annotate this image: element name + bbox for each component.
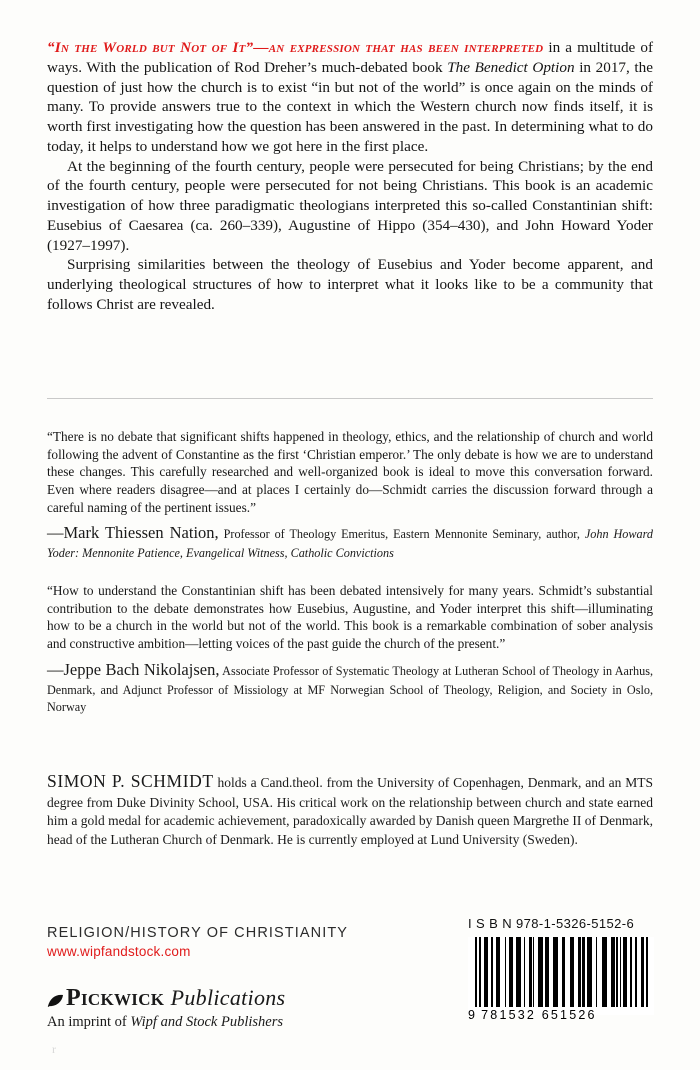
endorser-name: —Mark Thiessen Nation, — [47, 523, 219, 543]
blurb-paragraph-2: At the beginning of the fourth century, people were persecuted for being Christians; by the end of the fourth century, people were persecuted for not being Christians. This book is an academic investigation of how three paradigmatic theologians interpreted this so-called Constantinian shift: Eusebius of Caesarea (ca. 260–339), Augustine of Hippo (354–430), and John Howard Yoder (1927–1997). — [47, 157, 653, 254]
blurb-paragraph-1-part-a: in a multitude of ways. With the publication of Rod Dreher’s much-debated book — [47, 39, 654, 76]
isbn-block — [468, 916, 654, 1022]
isbn-label: I S B N 978-1-5326-5152-6 — [468, 916, 635, 931]
category-label: RELIGION/HISTORY OF CHRISTIANITY — [47, 925, 349, 941]
leaf-icon — [47, 994, 64, 1008]
blurb-lead-phrase: “In the World but Not of It”—an expression that has been interpreted — [47, 39, 544, 56]
endorsement-attribution — [47, 659, 653, 716]
blurb-paragraph-3: Surprising similarities between the theology of Eusebius and Yoder become apparent, and underlying theological structures of how to interpret what it looks like to be a community that follows Christ are revealed. — [47, 256, 653, 313]
endorsement-quote: “There is no debate that significant shifts happened in theology, ethics, and the relationship of church and world following the advent of Constantine as the first ‘Christian emperor.’ The only debate is how we are to understand these changes. This carefully researched and well-organized book is ideal to move this conversation forward. Even where readers disagree—and at places I certainly do—Schmidt carries the discussion forward through a careful naming of the pertinent issues.” — [47, 429, 653, 515]
endorser-role: Associate Professor of Systematic Theology at Lutheran School of Theology in Aarhus, Denmark, and Adjunct Professor of Missiology at MF Norwegian School of Theology, Religion, and Society in Oslo, Norway — [47, 663, 653, 715]
barcode-bars — [468, 937, 654, 1007]
publisher-website-link[interactable]: www.wipfandstock.com — [47, 944, 191, 959]
author-bio — [47, 770, 653, 849]
imprint-name — [66, 985, 285, 1012]
imprint-name-main: Pickwick — [66, 985, 165, 1011]
endorser-name: —Jeppe Bach Nikolajsen, — [47, 659, 220, 679]
section-divider — [47, 398, 653, 399]
barcode — [468, 937, 654, 1022]
imprint-publisher-name: Wipf and Stock Publishers — [130, 1014, 284, 1030]
author-bio-text: holds a Cand.theol. from the University of Copenhagen, Denmark, and an MTS degree from Duke Divinity School, USA. His critical work on the relationship between church and state earned him a gold medal for academic achievement, paradoxically awarded by Danish queen Margrethe II of Denmark, head of the Lutheran Church of Denmark. He is currently employed at Lund University (Sweden). — [47, 775, 653, 847]
endorser-work: John Howard Yoder: Mennonite Patience, Evangelical Witness, Catholic Convictions — [47, 527, 653, 561]
faint-print-mark: r — [52, 1042, 56, 1056]
imprint-subtitle-prefix: An imprint of — [47, 1014, 131, 1030]
barcode-digit-group: 781532 651526 — [481, 1008, 597, 1022]
blurb-paragraph-1-part-b: in 2017, the question of just how the church is to exist “in but not of the world” is once again on the minds of many. To provide answers true to the context in which the Western church now finds itself, it is worth first investigating how the question has been answered in the past. In determining what to do today, it helps to understand how we got here in the first place. — [47, 58, 653, 155]
blurb-text — [47, 38, 653, 315]
endorsement-attribution — [47, 522, 653, 562]
author-name: SIMON P. SCHMIDT — [47, 771, 214, 791]
imprint-name-publications: Publications — [170, 985, 286, 1010]
endorsement-quote: “How to understand the Constantinian shift has been debated intensively for many years. Schmidt’s substantial contribution to the debate demonstrates how Eusebius, Augustine, and Yoder interpret this shift—illuminating how to be a church in the world but not of the world. This book is a remarkable combination of sober analysis and constructive ambition—letting voices of the past guide the church of the present.” — [47, 582, 653, 651]
blurb-paragraph-1 — [47, 38, 653, 157]
barcode-digits — [468, 1008, 654, 1022]
endorser-role: Professor of Theology Emeritus, Eastern Mennonite Seminary, author, — [218, 527, 585, 542]
endorsements-section — [47, 428, 653, 736]
barcode-digit-lead: 9 — [468, 1008, 478, 1022]
blurb-section — [47, 38, 653, 315]
blurb-book-title: The Benedict Option — [447, 58, 575, 76]
